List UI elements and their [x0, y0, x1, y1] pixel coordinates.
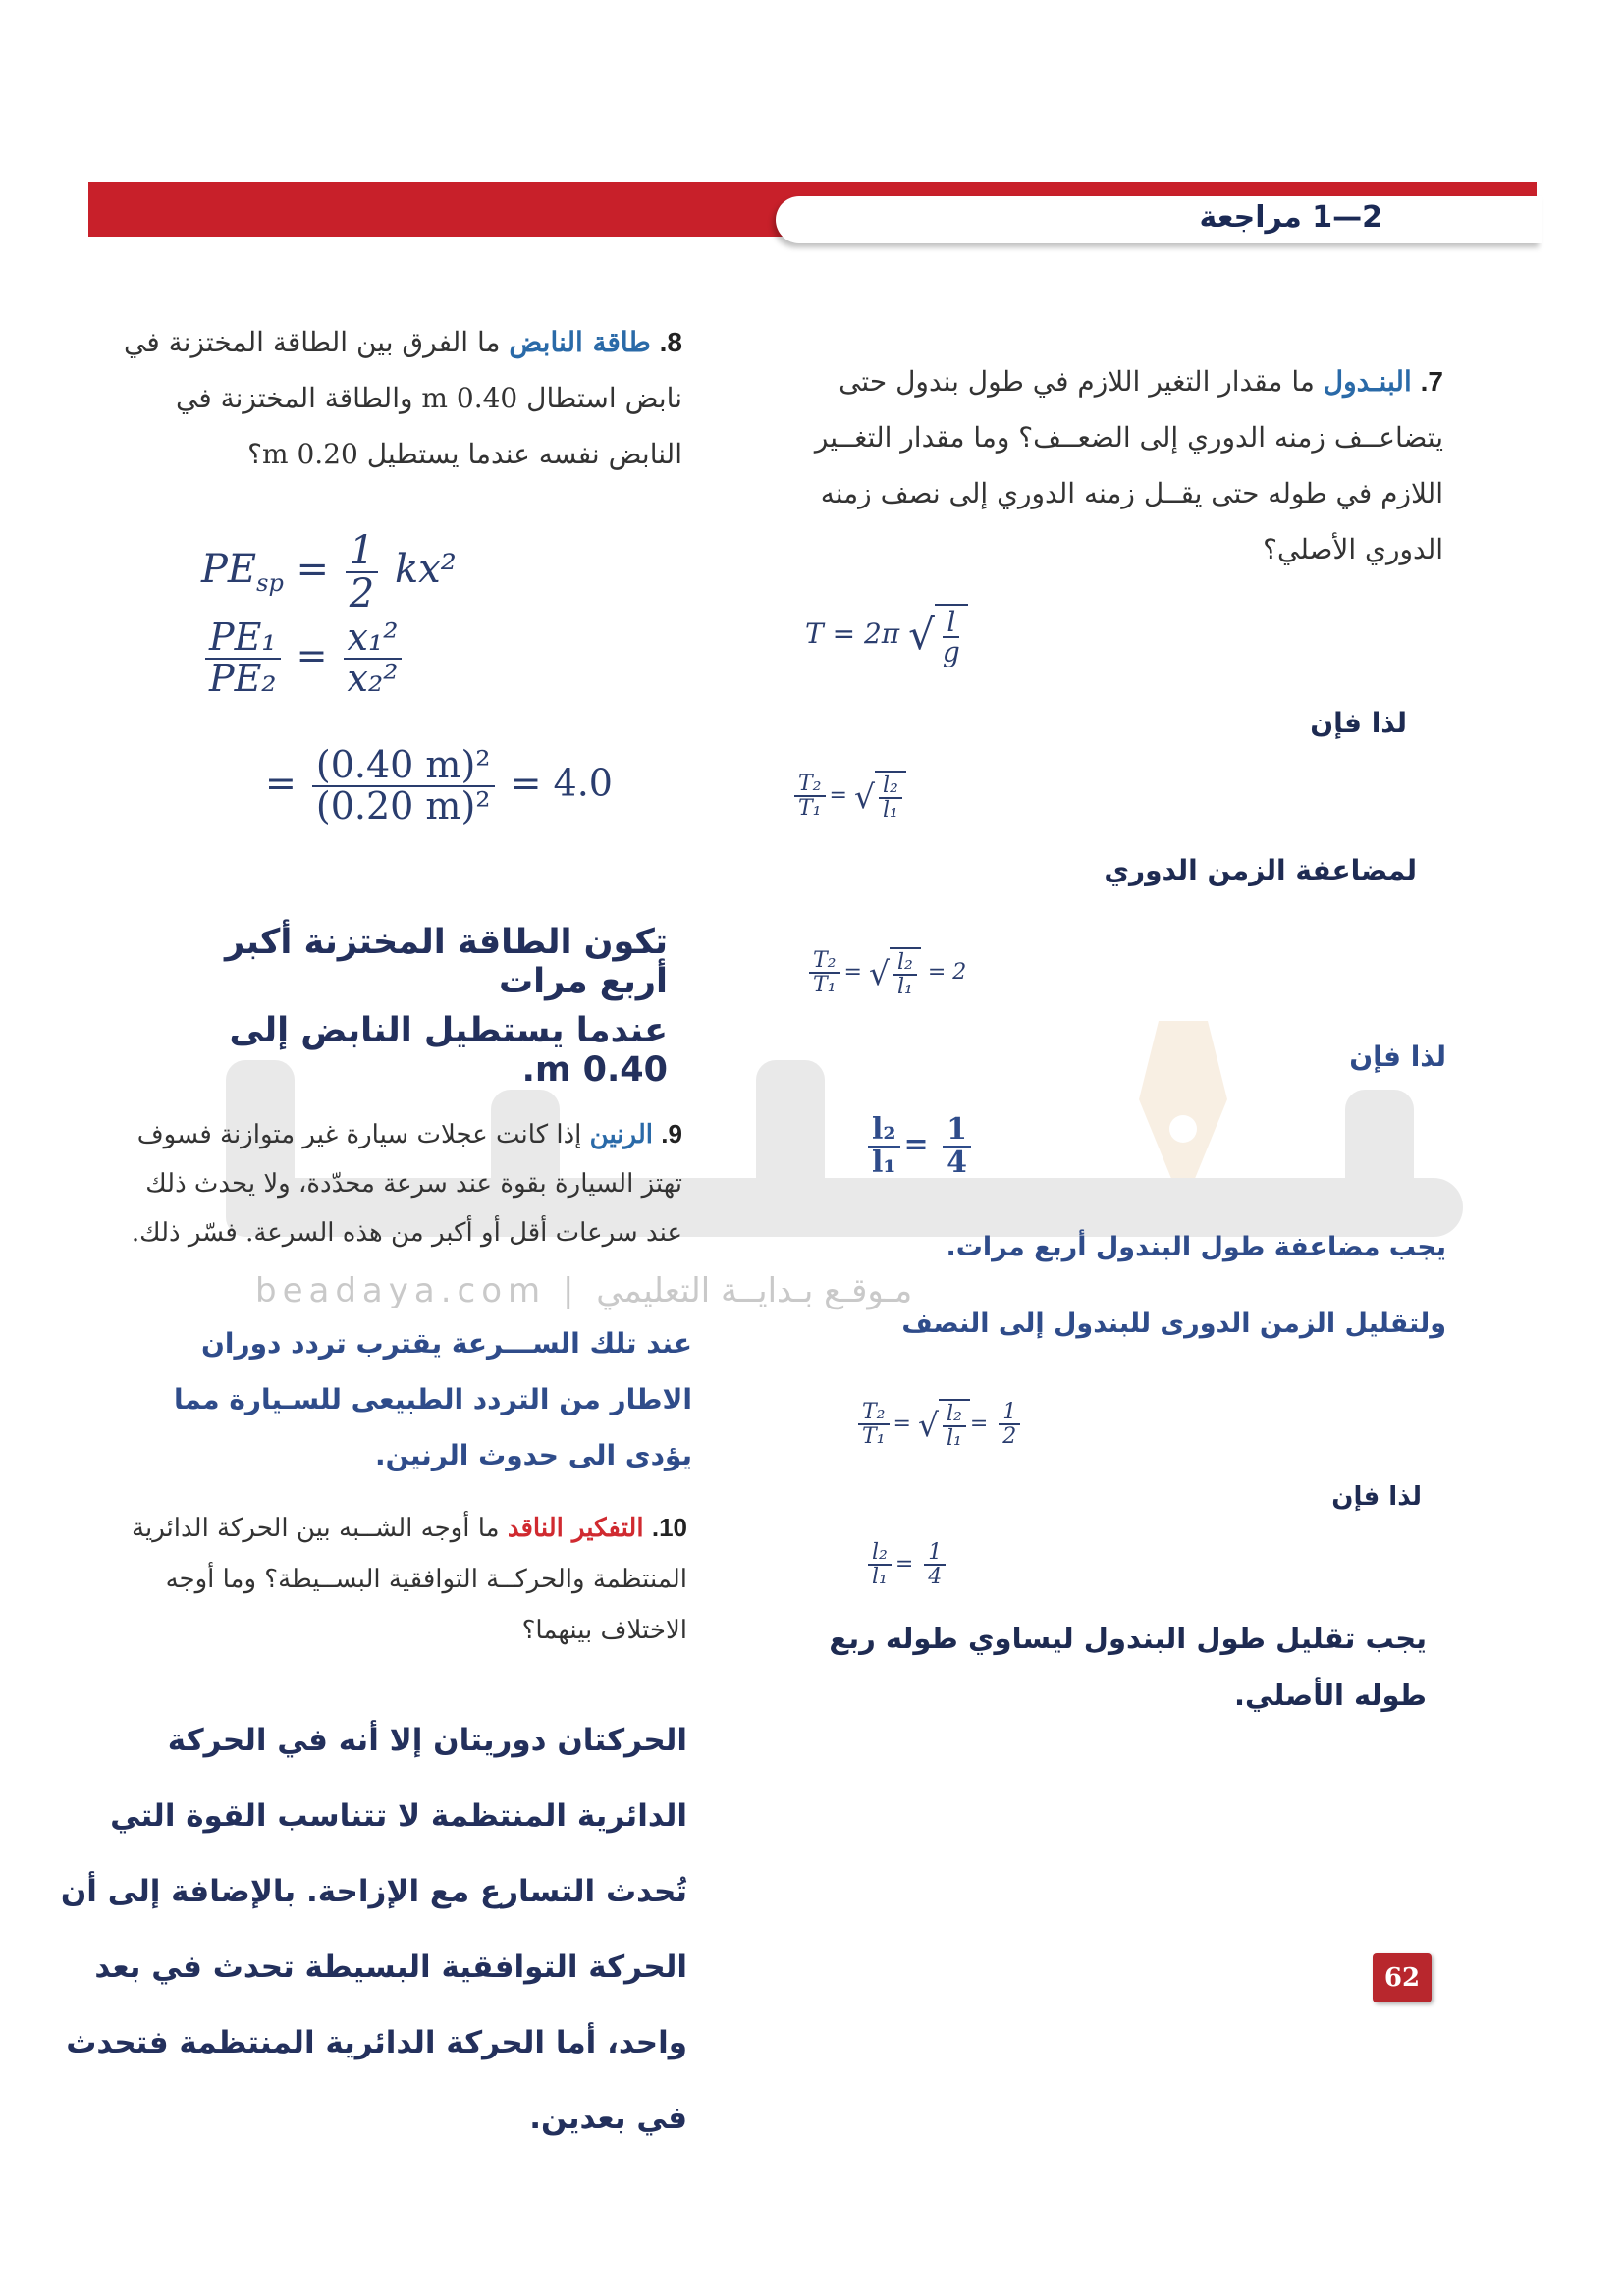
quarter2-l2: l₂ — [868, 1541, 892, 1566]
then-label-2: لذا فإن — [1349, 1041, 1446, 1073]
question-8-number: 8. — [659, 327, 682, 357]
period-g: g — [942, 636, 960, 669]
doubling-result: = 2 — [927, 960, 967, 986]
question-7-text: ما مقدار التغير اللازم في طول بندول حتى يتضاعــف زمنه الدوري إلى الضعــف؟ وما مقدار التغــير اللازم في طوله حتى يقــل زمنه الدوري إلى نصف زمنه الدوري الأصلي؟ — [814, 365, 1443, 565]
quarter2-four: 4 — [928, 1565, 943, 1590]
quarter-one: 1 — [943, 1114, 971, 1148]
period-l: l — [943, 608, 959, 638]
section-title-label: مراجعة — [1199, 200, 1302, 235]
doubling-T1: T₁ — [813, 973, 837, 998]
doubling-label: لمضاعفة الزمن الدوري — [1104, 854, 1417, 886]
half-den: 2 — [349, 571, 375, 616]
period-lhs: T = 2π — [805, 616, 900, 650]
question-8 — [118, 314, 682, 482]
answer-9: عند تلك الســـرعة يقترب تردد دوران الاطار من التردد الطبيعى للسـيارة مما يؤدى الى حدوث الرنين. — [173, 1327, 692, 1471]
answer-half: يجب تقليل طول البندول ليساوي طوله ربع طوله الأصلي. — [829, 1622, 1427, 1712]
halving-T2: T₂ — [858, 1401, 890, 1425]
halving-label: ولتقليل الزمن الدورى للبندول إلى النصف — [901, 1308, 1446, 1339]
halving-T1: T₁ — [862, 1424, 886, 1450]
watermark-text: beadaya.com | مـوقـع بـدايــة التعليمي — [255, 1271, 913, 1310]
then-label-3: لذا فإن — [1331, 1482, 1422, 1512]
ratio-l1: l₁ — [882, 798, 898, 824]
pe2: PE₂ — [209, 656, 277, 700]
question-8-keyword: طاقة النابض — [509, 326, 651, 358]
then-label-1: لذا فإن — [1310, 707, 1407, 739]
quarter-four: 4 — [947, 1145, 968, 1180]
half-num: 1 — [346, 530, 378, 573]
question-10-keyword: التفكير الناقد — [507, 1514, 644, 1543]
answer-8-line1: تكون الطاقة المختزنة أكبر أربع مرات — [224, 923, 668, 1001]
question-8-text: ما الفرق بين الطاقة المختزنة في نابض استطال 0.40 m والطاقة المختزنة في النابض نفسه عندما يستطيل 0.20 m؟ — [124, 326, 682, 470]
spring-energy-formula: $PE_{sp}$ = $\frac{1}{2}$ kx² — [201, 528, 457, 616]
den-val: (0.20 m)² — [315, 783, 491, 828]
halving-formula: $\frac{\text{T₂}}{\text{T₁}}$ = √ $\frac{\text{l₂}}{\text{l₁}}$ = $\frac{1}{2}$ — [854, 1399, 1024, 1450]
x2: x₂² — [347, 656, 399, 700]
question-9 — [118, 1109, 682, 1257]
section-number: 2—1 — [1312, 200, 1382, 235]
doubling-l1: l₁ — [896, 975, 913, 1000]
question-7-keyword: البنـدول — [1323, 365, 1412, 398]
question-9-text: إذا كانت عجلات سيارة غير متوازنة فسوف تهتز السيارة بقوة عند سرعة محدّدة، ولا يحدث ذلك عند سرعات أقل أو أكبر من هذه السرعة. فسّر ذلك. — [131, 1120, 682, 1248]
pe1: PE₁ — [205, 618, 281, 660]
header-tab — [776, 196, 1542, 243]
ratio-T2: T₂ — [794, 773, 826, 797]
energy-ratio-formula: $\frac{\text{PE₁}}{\text{PE₂}}$ = $\frac{\text{x₁²}}{\text{x₂²}}$ — [201, 618, 406, 699]
halving-l2: l₂ — [943, 1403, 966, 1427]
question-10-number: 10. — [651, 1513, 687, 1542]
quarter-l1: l₁ — [872, 1145, 896, 1180]
question-10 — [118, 1502, 687, 1656]
doubling-T2: T₂ — [809, 949, 840, 974]
answer-double: يجب مضاعفة طول البندول أربع مرات. — [946, 1232, 1446, 1262]
ratio-T1: T₁ — [798, 796, 822, 822]
kx2: kx² — [394, 547, 457, 592]
l-ratio-quarter: $\frac{\text{l₂}}{\text{l₁}}$ = $\frac{1}{4}$ — [864, 1114, 975, 1178]
doubling-l2: l₂ — [893, 951, 917, 976]
doubling-formula: $\frac{\text{T₂}}{\text{T₁}}$ = √ $\frac{\text{l₂}}{\text{l₁}}$ = 2 — [805, 947, 966, 998]
halving-two: 2 — [1002, 1424, 1017, 1450]
question-7 — [785, 353, 1443, 577]
num-val: (0.40 m)² — [312, 746, 495, 787]
quarter-l2: l₂ — [868, 1114, 900, 1148]
quarter2-l1: l₁ — [872, 1565, 888, 1590]
question-7-number: 7. — [1420, 366, 1443, 397]
section-title — [1200, 200, 1382, 235]
x1: x₁² — [344, 618, 403, 660]
question-10-text: ما أوجه الشــبه بين الحركة الدائرية المنتظمة والحركــة التوافقية البســيطة؟ وما أوجه الاختلاف بينهما؟ — [132, 1514, 687, 1645]
question-9-keyword: الرنين — [589, 1120, 654, 1149]
answer-8-line2: عندما يستطيل النابض إلى 0.40 m. — [229, 1011, 668, 1090]
ratio-formula: $\frac{\text{T₂}}{\text{T₁}}$ = √ $\frac{\text{l₂}}{\text{l₁}}$ — [790, 771, 906, 822]
pe-sp: PE — [201, 547, 257, 592]
period-formula: T = 2π √ $\frac{l}{g}$ — [805, 604, 968, 667]
quarter-formula-2: $\frac{\text{l₂}}{\text{l₁}}$ = $\frac{1}{4}$ — [864, 1541, 949, 1588]
halving-one: 1 — [999, 1401, 1020, 1425]
question-9-number: 9. — [661, 1119, 682, 1148]
energy-ratio-value: = $\frac{\text{(0.40 m)²}}{\text{(0.20 m)²}}$ = 4.0 — [265, 743, 613, 828]
answer-10: الحركتان دوريتان إلا أنه في الحركة الدائرية المنتظمة لا تتناسب القوة التي تُحدث التسارع مع الإزاحة. بالإضافة إلى أن الحركة التوافقية البسيطة تحدث في بعد واحد، أما الحركة الدائرية المنتظمة فتحدث في بعدين. — [60, 1723, 687, 2136]
quarter2-one: 1 — [924, 1541, 946, 1566]
halving-l1: l₁ — [946, 1426, 962, 1452]
energy-result: = 4.0 — [510, 761, 613, 805]
ratio-l2: l₂ — [879, 774, 902, 799]
pe-sp-sub: sp — [256, 569, 284, 597]
page-number: 62 — [1373, 1953, 1432, 2002]
